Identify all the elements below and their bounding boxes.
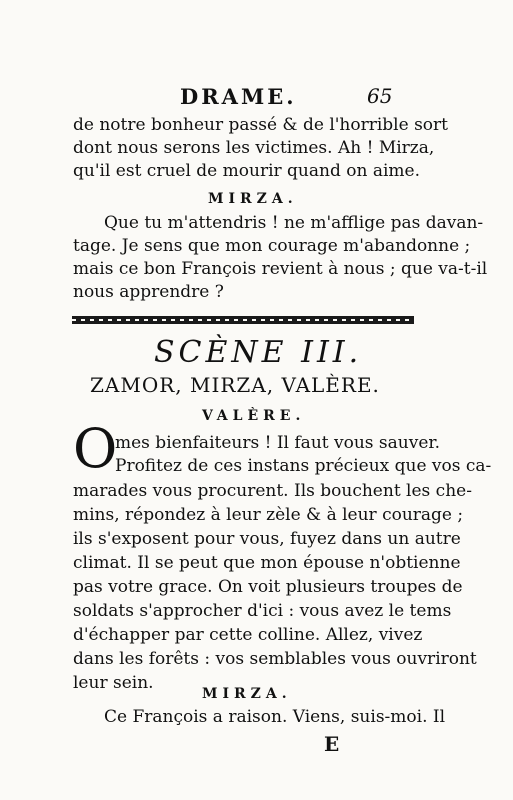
text-line: tage. Je sens que mon courage m'abandonne ;: [73, 236, 471, 256]
text-line: leur sein.: [73, 673, 154, 693]
drop-cap: O: [73, 417, 118, 480]
text-line: dont nous serons les victimes. Ah ! Mirza,: [73, 138, 435, 158]
text-line: Profitez de ces instans précieux que vos ca-: [115, 456, 492, 476]
signature-mark: E: [324, 732, 340, 756]
speaker-name: MIRZA.: [208, 191, 298, 207]
text-line: ils s'exposent pour vous, fuyez dans un autre: [73, 529, 461, 549]
text-line: nous apprendre ?: [73, 282, 224, 302]
text-line: marades vous procurent. Ils bouchent les che-: [73, 481, 472, 501]
text-line: Ce François a raison. Viens, suis-moi. Il: [104, 707, 446, 727]
text-line: de notre bonheur passé & de l'horrible sort: [73, 115, 449, 135]
text-line: pas votre grace. On voit plusieurs troupes de: [73, 577, 463, 597]
scene-title: SCÈNE III.: [154, 335, 363, 370]
text-line: climat. Il se peut que mon épouse n'obtienne: [73, 553, 461, 573]
text-line: qu'il est cruel de mourir quand on aime.: [73, 161, 420, 181]
scene-cast: ZAMOR, MIRZA, VALÈRE.: [90, 373, 380, 397]
text-line: mins, répondez à leur zèle & à leur courage ;: [73, 505, 464, 525]
text-line: mes bienfaiteurs ! Il faut vous sauver.: [115, 433, 441, 453]
ornamental-rule: [72, 316, 414, 324]
text-line: mais ce bon François revient à nous ; que va-t-il: [73, 259, 488, 279]
text-line: d'échapper par cette colline. Allez, vivez: [73, 625, 423, 645]
speaker-name: MIRZA.: [202, 686, 292, 702]
running-head: DRAME.: [180, 84, 297, 109]
text-line: Que tu m'attendris ! ne m'afflige pas davan-: [104, 213, 484, 233]
text-line: soldats s'approcher d'ici : vous avez le tems: [73, 601, 452, 621]
text-line: dans les forêts : vos semblables vous ouvriront: [73, 649, 477, 669]
speaker-name: VALÈRE.: [202, 408, 306, 424]
page-number: 65: [367, 84, 393, 108]
